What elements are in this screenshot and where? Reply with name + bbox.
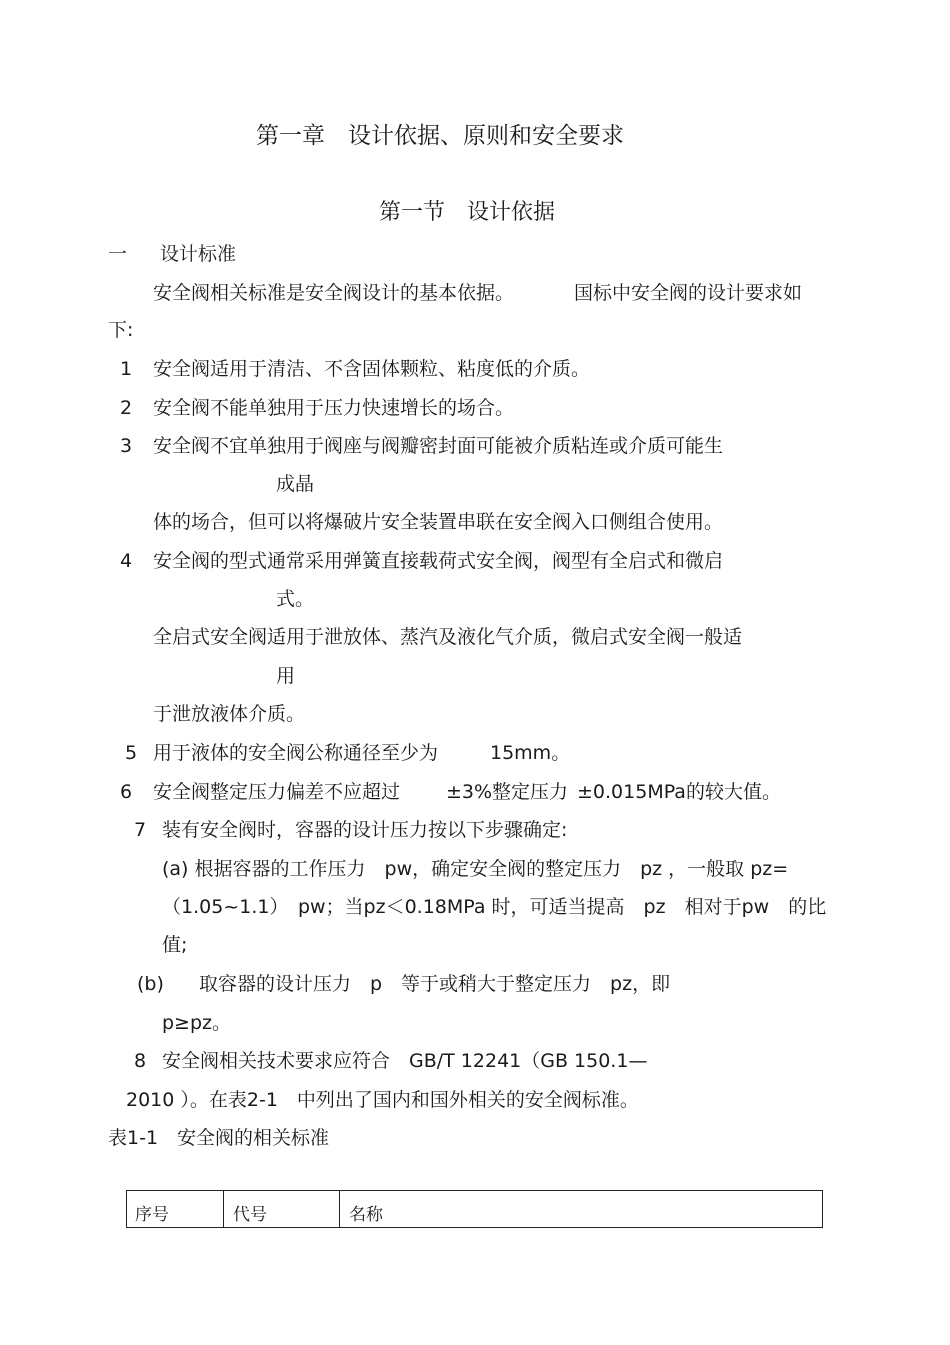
sub-item-a-line-3: 值; xyxy=(162,934,188,956)
chapter-title: 第一章 设计依据、原则和安全要求 xyxy=(256,123,624,149)
table-header-name: 名称 xyxy=(349,1205,383,1225)
item-text: 用于液体的安全阀公称通径至少为 xyxy=(153,742,439,764)
sub-item-b-line-1: 取容器的设计压力 p 等于或稍大于整定压力 pz，即 xyxy=(199,973,671,995)
intro-line-2: 下: xyxy=(108,319,134,341)
item-number: 5 xyxy=(125,742,138,764)
item-number: 4 xyxy=(120,550,133,572)
table-header-code: 代号 xyxy=(233,1205,267,1225)
item-number: 3 xyxy=(120,435,133,457)
subsection-number: 一 xyxy=(108,243,128,265)
item-text-continued: 全启式安全阀适用于泄放体、蒸汽及液化气介质，微启式安全阀一般适 xyxy=(153,626,743,648)
item-text-wrap: 用 xyxy=(276,665,296,687)
table-header-index: 序号 xyxy=(135,1205,169,1225)
item-text-wrap: 式。 xyxy=(276,588,315,610)
item-value: ±0.015MPa的较大值。 xyxy=(577,781,781,803)
sub-item-b-label: (b) xyxy=(137,973,164,995)
item-text-wrap: 成晶 xyxy=(276,473,315,495)
item-number: 7 xyxy=(134,819,147,841)
item-text: 装有安全阀时，容器的设计压力按以下步骤确定: xyxy=(162,819,568,841)
item-text-continued: 2010 ）。在表2-1 中列出了国内和国外相关的安全阀标准。 xyxy=(126,1089,639,1111)
item-text-continued: 体的场合，但可以将爆破片安全装置串联在安全阀入口侧组合使用。 xyxy=(153,511,724,533)
sub-item-b-line-2: p≥pz。 xyxy=(162,1012,232,1034)
item-text: 安全阀适用于清洁、不含固体颗粒、粘度低的介质。 xyxy=(153,358,591,380)
table-caption: 表1-1 安全阀的相关标准 xyxy=(108,1127,330,1149)
item-text: 安全阀相关技术要求应符合 GB/T 12241（GB 150.1— xyxy=(162,1050,648,1072)
item-number: 2 xyxy=(120,397,133,419)
item-value: ±3%整定压力 xyxy=(446,781,569,803)
item-text-continued: 于泄放液体介质。 xyxy=(153,703,306,725)
item-text: 安全阀不宜单独用于阀座与阀瓣密封面可能被介质粘连或介质可能生 xyxy=(153,435,724,457)
item-number: 8 xyxy=(134,1050,147,1072)
item-number: 1 xyxy=(120,358,133,380)
item-text: 安全阀不能单独用于压力快速增长的场合。 xyxy=(153,397,515,419)
standards-table xyxy=(126,1190,823,1228)
intro-line-1a: 安全阀相关标准是安全阀设计的基本依据。 xyxy=(153,282,515,304)
item-text: 安全阀整定压力偏差不应超过 xyxy=(153,781,401,803)
item-number: 6 xyxy=(120,781,133,803)
section-title: 第一节 设计依据 xyxy=(379,200,556,225)
subsection-label: 设计标准 xyxy=(160,243,237,265)
intro-line-1b: 国标中安全阀的设计要求如 xyxy=(574,282,803,304)
sub-item-a-line-2: （1.05~1.1） pw；当pz＜0.18MPa 时，可适当提高 pz 相对于pw 的比 xyxy=(162,896,827,918)
sub-item-a-line-1: (a) 根据容器的工作压力 pw，确定安全阀的整定压力 pz ，一般取 pz= xyxy=(162,858,789,880)
item-value: 15mm。 xyxy=(490,742,571,764)
item-text: 安全阀的型式通常采用弹簧直接载荷式安全阀，阀型有全启式和微启 xyxy=(153,550,724,572)
